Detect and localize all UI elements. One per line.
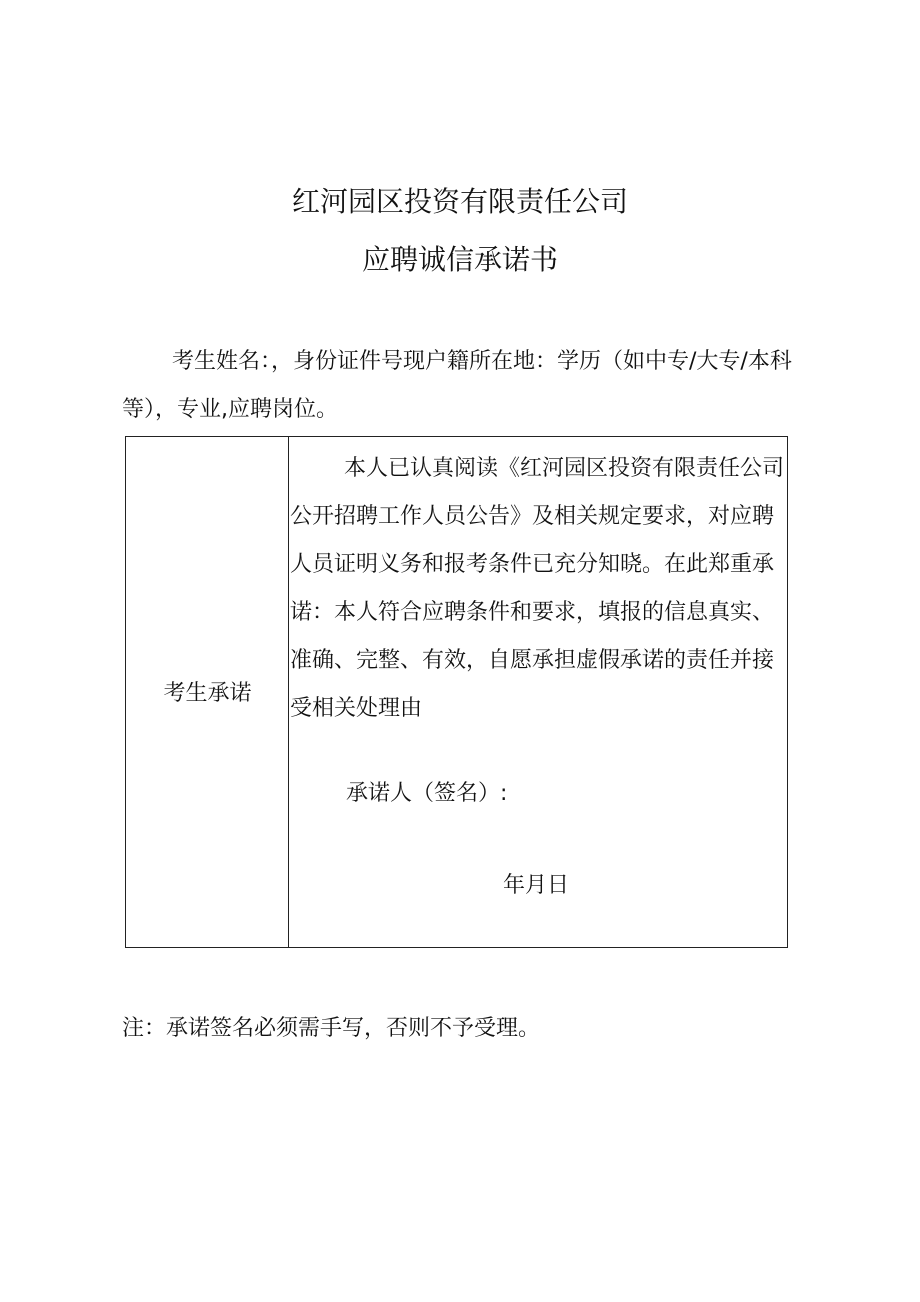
pledge-table: [125, 436, 788, 948]
pledge-label-cell: [126, 437, 289, 947]
pledge-label: 考生承诺: [163, 681, 252, 706]
footnote: 注：承诺签名必须需手写，否则不予受理。: [122, 1016, 541, 1041]
date-label: 年月日: [503, 873, 570, 898]
document-subtitle: 应聘诚信承诺书: [361, 243, 558, 276]
pledge-text: 本人已认真阅读《红河园区投资有限责任公司公开招聘工作人员公告》及相关规定要求，对应聘人员证明义务和报考条件已充分知晓。在此郑重承诺：本人符合应聘条件和要求，填报的信息真实、准确、完整、有效，自愿承担虚假承诺的责任并接受相关处理由: [290, 456, 785, 721]
signer-label: 承诺人（签名）:: [346, 781, 508, 806]
candidate-info-paragraph: 考生姓名：，身份证件号现户籍所在地：学历（如中专/大专/本科等），专业,应聘岗位。: [122, 349, 792, 422]
document-title: 红河园区投资有限责任公司: [291, 185, 628, 218]
